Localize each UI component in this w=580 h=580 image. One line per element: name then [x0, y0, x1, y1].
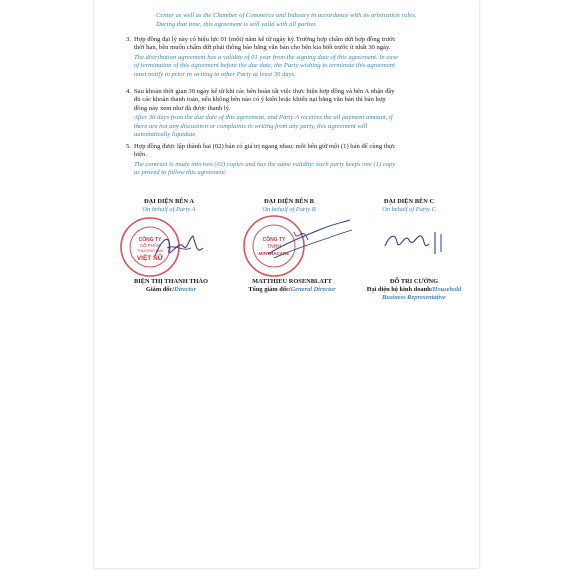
- clause-text-vi: Hợp đồng đại lý này có hiệu lực 01 (một) năm kể từ ngày ký.Trường hợp chấm dứt hợp đồng trước: [134, 36, 396, 43]
- party-c-rep-label: ĐẠI DIỆN BÊN C: [383, 198, 435, 205]
- party-a-name: BIỆN THỊ THANH THẢO: [133, 278, 209, 285]
- clause-3: [134, 36, 434, 79]
- top-continuation-line2: During that time, this agreement is still valid with all parties: [156, 21, 317, 28]
- clause-text-vi: Sau khoản thời gian 30 ngày kể từ khi các bên hoàn tất việc thực hiện hợp đồng và bên A nhận đầy: [134, 88, 395, 95]
- clause-text-en: must notify in prior in writing to other Party at least 30 days.: [134, 70, 296, 78]
- clause-text-en: there are not any discussion or complaints in writing from any party, this agreement will: [134, 122, 368, 130]
- party-c-signature: [379, 222, 449, 262]
- party-c-signoff: [364, 278, 464, 302]
- party-c-name: ĐỖ TRI CƯỜNG: [389, 278, 439, 285]
- clause-text-vi: Hợp đồng được lập thành hai (02) bản có giá trị ngang nhau: mỗi bên giữ một (1) bản để cùng thực: [134, 143, 396, 150]
- party-b-name: MATTHIEU ROSENBLATT: [252, 278, 332, 285]
- clause-text-en: The contract is made into two (02) copies and has the same validity: each party keeps one (1) copy: [134, 160, 396, 168]
- top-continuation-line1: Center as well as the Chamber of Commerce and Industry in accordance with its arbitration rules.: [156, 12, 417, 19]
- clause-text-en: as proved to follow this agreement.: [134, 169, 227, 177]
- svg-text:CÔNG TY: CÔNG TY: [262, 237, 286, 243]
- clause-text-en: of termination of this agreement before the due date, the Party wishing to terminate this agreement: [134, 62, 395, 70]
- party-b-signature: [264, 214, 354, 264]
- svg-text:MINTHACARE: MINTHACARE: [258, 251, 290, 256]
- clause-text-vi: đồng này xem như đã được thanh lý.: [134, 104, 231, 112]
- party-a-rep-label: ĐẠI DIỆN BÊN A: [144, 198, 194, 205]
- party-b-title-en: General Director: [290, 286, 336, 293]
- party-a-on-behalf: On behalf of Party A: [142, 206, 196, 213]
- party-c-title-en: Household Business Representative: [382, 286, 462, 301]
- clause-5: [134, 143, 434, 178]
- party-a-header: [114, 198, 224, 214]
- party-c-on-behalf: On behalf of Party C: [382, 206, 436, 213]
- party-b-header: [234, 198, 344, 214]
- party-a-signature: [149, 226, 209, 266]
- clause-4: [134, 88, 434, 139]
- party-b-rep-label: ĐẠI DIỆN BÊN B: [264, 198, 314, 205]
- party-b-title-vi: Tổng giám đốc/: [248, 286, 291, 293]
- clause-number: 3.: [126, 36, 131, 43]
- party-a-signoff: [112, 278, 230, 294]
- clause-number: 4.: [126, 88, 131, 95]
- party-a-title-vi: Giám đốc/: [145, 286, 175, 293]
- clause-text-en: automatically liquidate.: [134, 131, 197, 139]
- party-c-header: [354, 198, 464, 214]
- clause-text-en: The distribution agreement has a validity of 01 year from the signing date of this agreement. In case: [134, 53, 399, 61]
- clause-text-vi: thời hạn, bên muốn chấm dứt phải thông báo bằng văn bản cho bên kia biết trước ít nhất 30 ngày.: [134, 44, 391, 52]
- svg-text:CỔ PHẦN: CỔ PHẦN: [139, 243, 161, 248]
- clause-number: 5.: [126, 143, 131, 150]
- party-a-title-en: Director: [174, 286, 197, 293]
- svg-text:THƯƠNG MẠI: THƯƠNG MẠI: [136, 248, 164, 253]
- svg-text:VIỆT NỮ: VIỆT NỮ: [136, 255, 164, 262]
- svg-text:CÔNG TY: CÔNG TY: [138, 237, 162, 243]
- party-b-signoff: [234, 278, 350, 294]
- clause-text-en: After 30 days from the due date of this agreement, and Party A receives the all payment amount, if: [134, 114, 393, 122]
- clause-text-vi: đủ các khoản thanh toán, nếu không bên nào có ý kiến hoặc khiếu nại bằng văn bản thì bản hợp: [134, 96, 386, 104]
- document-page: [94, 0, 479, 568]
- svg-text:TNHH: TNHH: [267, 244, 281, 250]
- clause-text-vi: hiện.: [134, 151, 148, 159]
- party-b-on-behalf: On behalf of Party B: [262, 206, 316, 213]
- party-c-title-vi: Đại diện hộ kinh doanh/: [366, 286, 433, 293]
